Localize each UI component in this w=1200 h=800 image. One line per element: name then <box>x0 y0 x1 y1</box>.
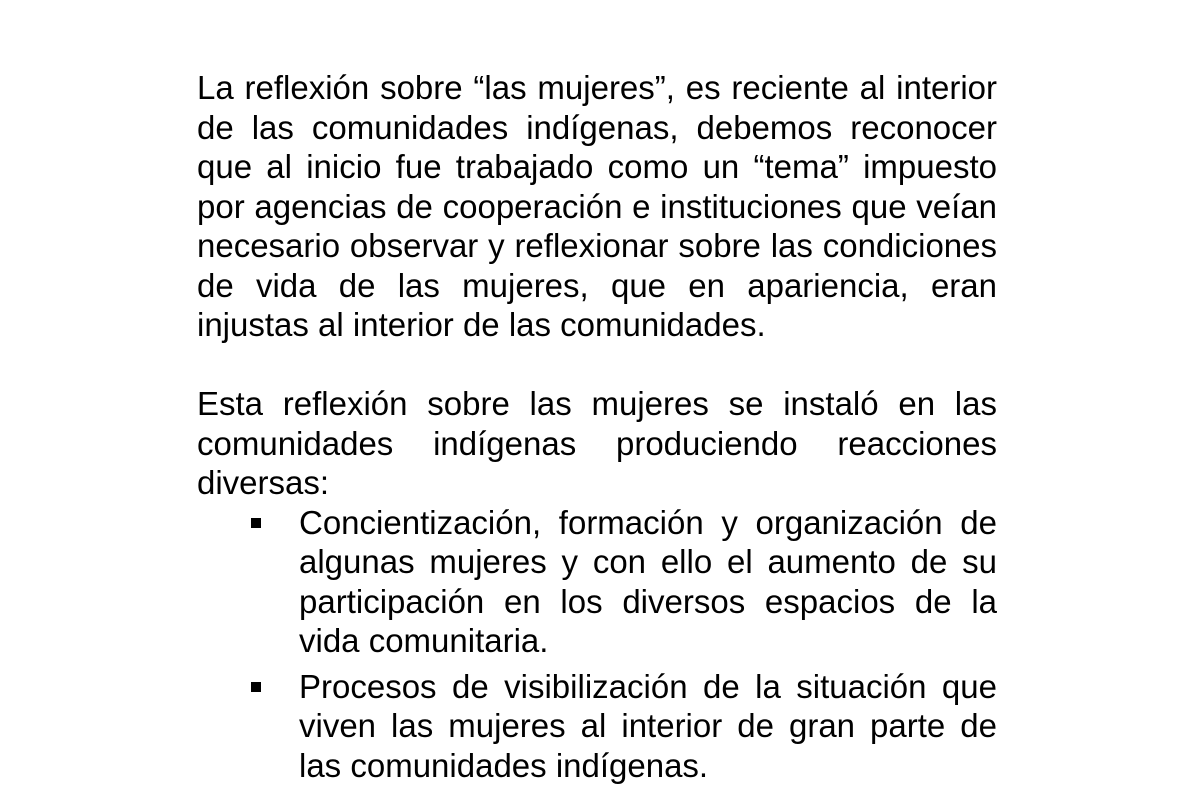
list-item <box>197 667 997 786</box>
document-body <box>197 68 997 785</box>
paragraph-reactions: Esta reflexión sobre las mujeres se instaló en las comunidades indígenas produciendo reacciones diversas: <box>197 385 997 501</box>
paragraph-intro: La reflexión sobre “las mujeres”, es reciente al interior de las comunidades indígenas, debemos reconocer que al inicio fue trabajado como un “tema” impuesto por agencias de cooperación e instituciones que veían necesario observar y reflexionar sobre las condiciones de vida de las mujeres, que en apariencia, eran injustas al interior de las comunidades. <box>197 69 997 343</box>
list-item <box>197 503 997 661</box>
list-item-text: Procesos de visibilización de la situación que viven las mujeres al interior de gran parte de las comunidades indígenas. <box>299 667 997 784</box>
square-bullet-icon <box>251 518 261 528</box>
list-item-text: Concientización, formación y organización de algunas mujeres y con ello el aumento de su participación en los diversos espacios de la vida comunitaria. <box>299 503 997 659</box>
reactions-list <box>197 503 997 786</box>
square-bullet-icon <box>251 682 261 692</box>
